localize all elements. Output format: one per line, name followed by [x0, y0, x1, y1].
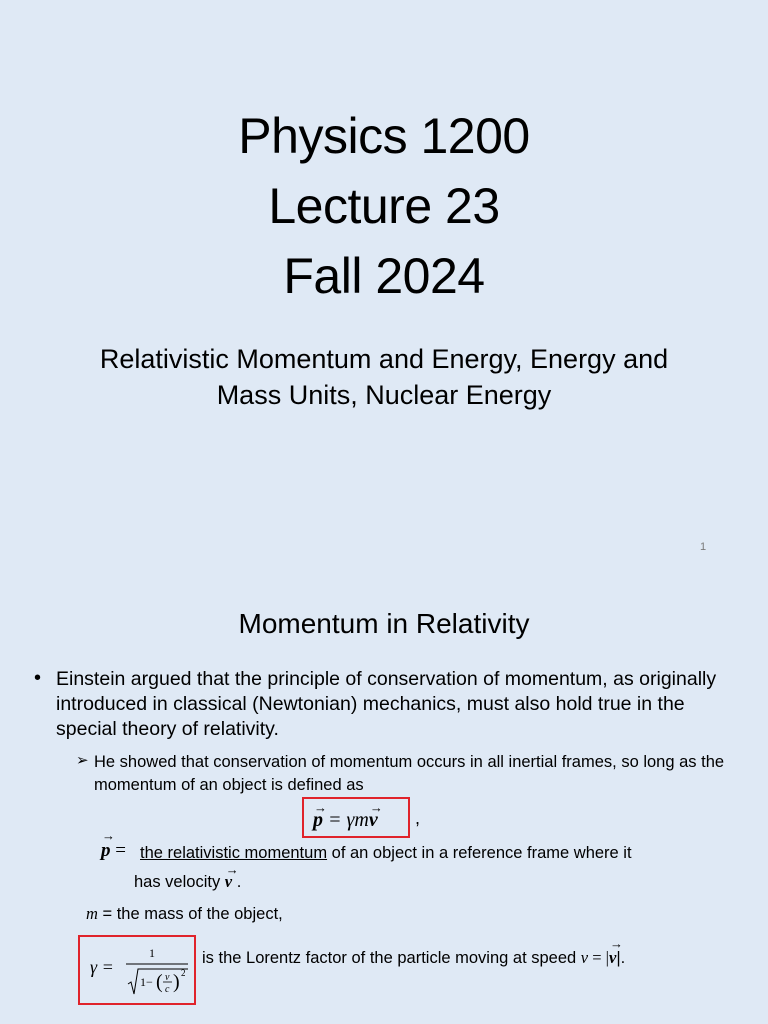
- gamma-exponent: 2: [181, 968, 186, 978]
- velocity-prefix: has velocity: [134, 873, 225, 891]
- p-vector-def: → p: [101, 840, 111, 862]
- arrow-bullet-icon: ➢: [76, 752, 89, 769]
- equation-middle: = γm: [323, 809, 369, 831]
- p-definition-rest: of an object in a reference frame where it: [327, 844, 632, 862]
- lorentz-description: is the Lorentz factor of the particle moving at speed: [202, 949, 581, 967]
- title-line-3: Fall 2024: [283, 248, 485, 304]
- p-definition-symbol: [101, 840, 126, 862]
- v-vector-def: → v: [225, 870, 232, 893]
- speed-v-symbol: v: [580, 948, 589, 967]
- velocity-suffix: .: [232, 873, 242, 891]
- mass-text: = the mass of the object,: [97, 905, 283, 923]
- subtitle-line-1: Relativistic Momentum and Energy, Energy and: [99, 344, 669, 374]
- gamma-formula-svg: [88, 940, 198, 1000]
- v-vector: → v: [369, 808, 378, 832]
- bullet-icon: •: [34, 667, 42, 689]
- p-vector: → p: [313, 808, 323, 832]
- m-symbol: m: [86, 904, 98, 923]
- gamma-one-minus: 1−: [140, 975, 153, 989]
- equation-comma: ,: [415, 808, 421, 828]
- p-definition-line2: [134, 870, 241, 894]
- sub-bullet-text: He showed that conservation of momentum occurs in all inertial frames, so long as the momentum of an object is defined as: [94, 753, 725, 794]
- gamma-numerator: 1: [149, 946, 155, 960]
- subtitle-line-2: Mass Units, Nuclear Energy: [216, 380, 552, 410]
- gamma-c: c: [165, 984, 170, 995]
- right-paren: ): [173, 971, 180, 993]
- gamma-symbol: γ =: [90, 957, 114, 977]
- p-equals: =: [110, 840, 126, 861]
- mass-definition: [86, 904, 283, 924]
- lorentz-factor-text: [202, 948, 625, 968]
- title-line-2: Lecture 23: [268, 178, 500, 234]
- slide-2: [0, 575, 768, 1024]
- v-vector-abs: → v: [609, 948, 616, 968]
- momentum-equation: [313, 808, 378, 832]
- abs-open: = |: [588, 948, 609, 967]
- title-line-1: Physics 1200: [238, 108, 530, 164]
- gamma-v: v: [165, 972, 170, 983]
- p-definition-text: [140, 842, 632, 865]
- abs-close: |.: [616, 949, 626, 967]
- slide-title: Momentum in Relativity: [238, 608, 530, 639]
- page-number: 1: [700, 541, 707, 553]
- left-paren: (: [156, 971, 163, 993]
- bullet-text: Einstein argued that the principle of conservation of momentum, as originally introduced in classical (Newtonian) mechanics, must also hold true in the special theory of relativity.: [56, 668, 717, 740]
- relativistic-momentum-term: the relativistic momentum: [140, 844, 328, 862]
- lorentz-factor-formula: [88, 940, 198, 1000]
